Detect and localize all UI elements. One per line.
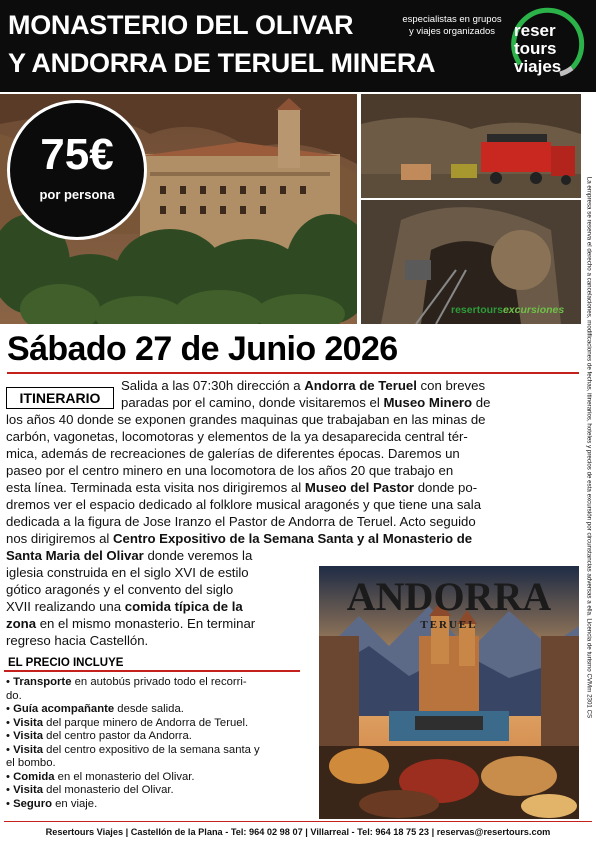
title-line-1: MONASTERIO DEL OLIVAR [8,10,354,40]
includes-divider [4,670,300,672]
includes-item: do. [6,689,22,702]
itinerary-line: regreso hacia Castellón. [6,633,149,648]
includes-item: • Visita del centro expositivo de la semana santa y [6,743,260,756]
itinerary-line: dedicada a la figura de Jose Iranzo el Pastor de Andorra de Teruel. Acto seguido [6,514,476,529]
includes-item: • Visita del centro pastor da Andorra. [6,730,192,742]
bullet-icon: • [6,676,14,688]
itinerary-line: paradas por el camino, donde visitaremos el Museo Minero de [121,395,491,410]
resertours-watermark [451,304,564,316]
logo-wordmark [514,22,561,76]
includes-item: • Seguro en viaje. [6,797,98,810]
itinerary-line: los años 40 donde se exponen grandes maquinas que trabajaban en las minas de [6,412,486,427]
resertours-logo [506,4,590,88]
price-unit: por persona [39,187,115,202]
date-divider [7,372,579,374]
poster-title: ANDORRA [346,574,552,619]
includes-item: • Visita del parque minero de Andorra de Teruel. [6,716,249,729]
logo-line-3: viajes [514,57,562,76]
bullet-icon: • [6,703,14,715]
itinerary-line: Salida a las 07:30h dirección a Andorra de Teruel con breves [121,378,486,393]
itinerary-line: nos dirigiremos al Centro Expositivo de la Semana Santa y al Monasterio de [6,531,473,546]
bullet-icon: • [6,797,14,810]
itinerary-line: zona en el mismo monasterio. En terminar [6,616,256,631]
itinerary-line: gótico aragonés y el convento del siglo [6,582,234,597]
andorra-poster [319,566,579,819]
itinerary-line: carbón, vagonetas, locomotoras y elementos de la ya desaparecida central tér- [6,429,468,444]
includes-item: • Comida en el monasterio del Olivar. [6,770,195,783]
itinerary-line: paseo por el centro minero en una locomotora de los años 20 que trabajo en [6,463,454,478]
footer-contact: Resertours Viajes | Castellón de la Plana - Tel: 964 02 98 07 | Villarreal - Tel: 964 18 75 23 | reservas@resertours.com [0,822,596,842]
mine-train-photo [361,94,581,198]
includes-item: el bombo. [6,757,56,769]
title-line-2: Y ANDORRA DE TERUEL MINERA [8,48,436,78]
bullet-icon: • [6,716,14,729]
itinerary-line: dremos ver el espacio dedicado al folklore musical aragonés y que tiene una sala [6,497,482,512]
trip-date: Sábado 27 de Junio 2026 [7,330,398,368]
disclaimer-text: La empresa se reserva el derecho a cancelaciones, modificaciones de fechas, itinerarios, hoteles y precios de esta excursión por circunstancias adversas a ella. Licencia de turismo CVMm 2301 CS [585,176,593,719]
logo-line-1: reser [514,21,556,40]
itinerary-line: iglesia construida en el siglo XVI de estilo [6,565,249,580]
poster-subtitle: TERUEL [420,619,478,631]
includes-item: • Guía acompañante desde salida. [6,703,184,715]
sidebar-disclaimer [583,160,595,740]
logo-line-2: tours [514,39,557,58]
itinerary-line: XVII realizando una comida típica de la [6,599,243,614]
watermark-part-1: resertours [451,304,503,316]
bullet-icon: • [6,743,14,756]
price-badge [7,100,147,240]
itinerary-line: Santa Maria del Olivar donde veremos la [6,548,253,563]
watermark-part-2: excursiones [502,304,565,316]
itinerary-line: mica, además de recreaciones de galerías de diferentes épocas. Daremos un [6,446,460,461]
includes-item: • Transporte en autobús privado todo el recorri- [6,676,247,688]
itinerary-label: ITINERARIO [6,387,114,409]
itinerary-line: esta línea. Terminada esta visita nos dirigiremos al Museo del Pastor donde po- [6,480,478,495]
price-value: 75€ [40,130,114,179]
bullet-icon: • [6,770,14,783]
includes-label: EL PRECIO INCLUYE [8,657,124,669]
header-bar [0,0,596,92]
bullet-icon: • [6,784,14,796]
tagline-line-2: y viajes organizados [408,26,496,37]
tagline-line-1: especialistas en grupos [402,14,502,25]
tagline [398,14,506,38]
bullet-icon: • [6,730,14,742]
includes-item: • Visita del monasterio del Olivar. [6,784,174,796]
